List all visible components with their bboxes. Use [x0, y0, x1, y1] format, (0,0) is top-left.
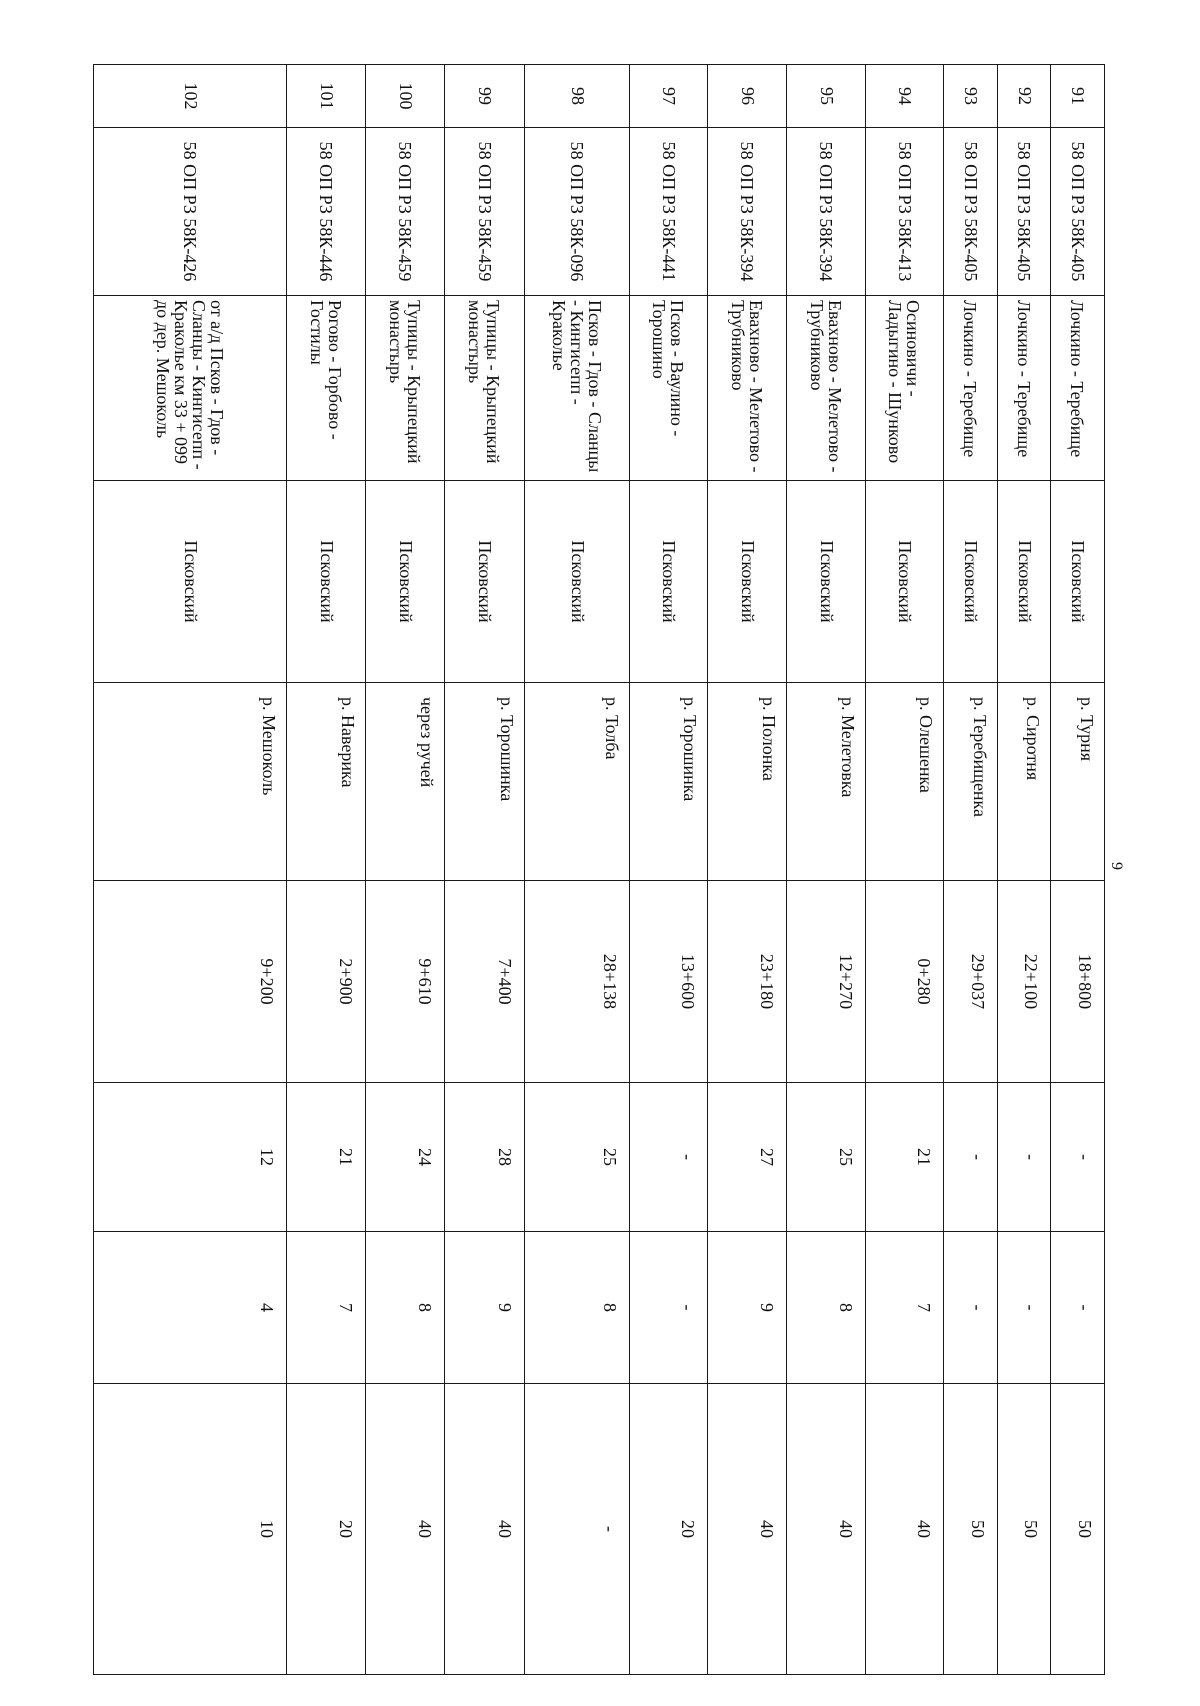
road-code: 58 ОП РЗ 58К-426	[94, 128, 287, 296]
table-row	[1051, 65, 1105, 1675]
value-col-7: 21	[287, 1083, 366, 1232]
value-col-8: 7	[866, 1232, 944, 1384]
value-col-9: 50	[1051, 1384, 1105, 1675]
row-number: 92	[998, 65, 1051, 128]
river-name: р. Теребищенка	[944, 683, 998, 881]
value-col-9: 10	[94, 1384, 287, 1675]
district-name: Псковский	[287, 481, 366, 683]
table-row	[866, 65, 944, 1675]
district-name: Псковский	[866, 481, 944, 683]
road-code: 58 ОП РЗ 58К-459	[366, 128, 445, 296]
road-name: Лочкино - Теребище	[1051, 296, 1105, 481]
river-name: р. Торошинка	[630, 683, 708, 881]
value-col-9: 40	[866, 1384, 944, 1675]
location-km: 29+037	[944, 881, 998, 1083]
value-col-9: 50	[998, 1384, 1051, 1675]
table-row	[287, 65, 366, 1675]
value-col-8: -	[998, 1232, 1051, 1384]
road-code: 58 ОП РЗ 58К-405	[1051, 128, 1105, 296]
road-name: Евахново - Мелетово - Трубниково	[787, 296, 866, 481]
location-km: 2+900	[287, 881, 366, 1083]
river-name: р. Мешоколь	[94, 683, 287, 881]
river-name: р. Мелетовка	[787, 683, 866, 881]
road-name: Евахново - Мелетово - Трубниково	[708, 296, 787, 481]
value-col-8: 7	[287, 1232, 366, 1384]
row-number: 102	[94, 65, 287, 128]
district-name: Псковский	[1051, 481, 1105, 683]
value-col-7: 21	[866, 1083, 944, 1232]
district-name: Псковский	[366, 481, 445, 683]
value-col-8: 4	[94, 1232, 287, 1384]
value-col-7: -	[998, 1083, 1051, 1232]
value-col-8: 8	[787, 1232, 866, 1384]
value-col-9: 40	[445, 1384, 525, 1675]
value-col-8: -	[944, 1232, 998, 1384]
road-code: 58 ОП РЗ 58К-446	[287, 128, 366, 296]
location-km: 18+800	[1051, 881, 1105, 1083]
value-col-9: 40	[708, 1384, 787, 1675]
row-number: 95	[787, 65, 866, 128]
location-km: 13+600	[630, 881, 708, 1083]
row-number: 98	[525, 65, 630, 128]
road-code: 58 ОП РЗ 58К-394	[708, 128, 787, 296]
road-name: Лочкино - Теребище	[944, 296, 998, 481]
row-number: 96	[708, 65, 787, 128]
road-code: 58 ОП РЗ 58К-459	[445, 128, 525, 296]
value-col-8: 9	[708, 1232, 787, 1384]
location-km: 23+180	[708, 881, 787, 1083]
road-code: 58 ОП РЗ 58К-405	[998, 128, 1051, 296]
road-code: 58 ОП РЗ 58К-441	[630, 128, 708, 296]
table-row	[944, 65, 998, 1675]
row-number: 99	[445, 65, 525, 128]
value-col-8: 9	[445, 1232, 525, 1384]
value-col-7: 28	[445, 1083, 525, 1232]
district-name: Псковский	[944, 481, 998, 683]
value-col-9: 40	[366, 1384, 445, 1675]
road-name: Псков - Гдов - Сланцы - Кингисепп - Краколье	[525, 296, 630, 481]
value-col-7: 27	[708, 1083, 787, 1232]
road-code: 58 ОП РЗ 58К-413	[866, 128, 944, 296]
table-row	[94, 65, 287, 1675]
value-col-8: 8	[366, 1232, 445, 1384]
road-code: 58 ОП РЗ 58К-096	[525, 128, 630, 296]
road-name: Тупицы - Крыпецкий монастырь	[445, 296, 525, 481]
location-km: 12+270	[787, 881, 866, 1083]
value-col-8: 8	[525, 1232, 630, 1384]
row-number: 93	[944, 65, 998, 128]
value-col-7: -	[1051, 1083, 1105, 1232]
district-name: Псковский	[708, 481, 787, 683]
table-row	[708, 65, 787, 1675]
table-row	[998, 65, 1051, 1675]
table-row	[366, 65, 445, 1675]
location-km: 28+138	[525, 881, 630, 1083]
river-name: р. Олешенка	[866, 683, 944, 881]
road-code: 58 ОП РЗ 58К-405	[944, 128, 998, 296]
bridges-table	[93, 64, 1105, 1675]
page-number: 9	[1108, 862, 1125, 870]
district-name: Псковский	[787, 481, 866, 683]
river-name: р. Полонка	[708, 683, 787, 881]
row-number: 97	[630, 65, 708, 128]
table-row	[787, 65, 866, 1675]
value-col-8: -	[630, 1232, 708, 1384]
district-name: Псковский	[525, 481, 630, 683]
table-row	[525, 65, 630, 1675]
road-name: Рогово - Горбово - Гостилы	[287, 296, 366, 481]
location-km: 0+280	[866, 881, 944, 1083]
location-km: 22+100	[998, 881, 1051, 1083]
road-name: Тупицы - Крыпецкий монастырь	[366, 296, 445, 481]
river-name: р. Турня	[1051, 683, 1105, 881]
road-name: Псков - Ваулино - Торошино	[630, 296, 708, 481]
road-name: Лочкино - Теребище	[998, 296, 1051, 481]
value-col-7: 25	[787, 1083, 866, 1232]
table-row	[630, 65, 708, 1675]
value-col-8: -	[1051, 1232, 1105, 1384]
location-km: 9+610	[366, 881, 445, 1083]
river-name: р. Толба	[525, 683, 630, 881]
river-name: р. Наверика	[287, 683, 366, 881]
river-name: р. Торошинка	[445, 683, 525, 881]
district-name: Псковский	[998, 481, 1051, 683]
value-col-7: -	[630, 1083, 708, 1232]
row-number: 100	[366, 65, 445, 128]
value-col-7: 25	[525, 1083, 630, 1232]
value-col-7: -	[944, 1083, 998, 1232]
district-name: Псковский	[445, 481, 525, 683]
value-col-9: 50	[944, 1384, 998, 1675]
road-code: 58 ОП РЗ 58К-394	[787, 128, 866, 296]
row-number: 101	[287, 65, 366, 128]
value-col-9: 20	[630, 1384, 708, 1675]
value-col-7: 24	[366, 1083, 445, 1232]
district-name: Псковский	[94, 481, 287, 683]
row-number: 91	[1051, 65, 1105, 128]
location-km: 9+200	[94, 881, 287, 1083]
road-name: Осиновичи - Ладыгино - Шунково	[866, 296, 944, 481]
value-col-9: 20	[287, 1384, 366, 1675]
location-km: 7+400	[445, 881, 525, 1083]
row-number: 94	[866, 65, 944, 128]
value-col-9: -	[525, 1384, 630, 1675]
value-col-7: 12	[94, 1083, 287, 1232]
value-col-9: 40	[787, 1384, 866, 1675]
river-name: р. Сиротня	[998, 683, 1051, 881]
district-name: Псковский	[630, 481, 708, 683]
river-name: через ручей	[366, 683, 445, 881]
road-name: от а/д Псков - Гдов - Сланцы - Кингисепп - Краколье км 33 + 099 до дер. Мешоколь	[94, 296, 287, 481]
table-row	[445, 65, 525, 1675]
